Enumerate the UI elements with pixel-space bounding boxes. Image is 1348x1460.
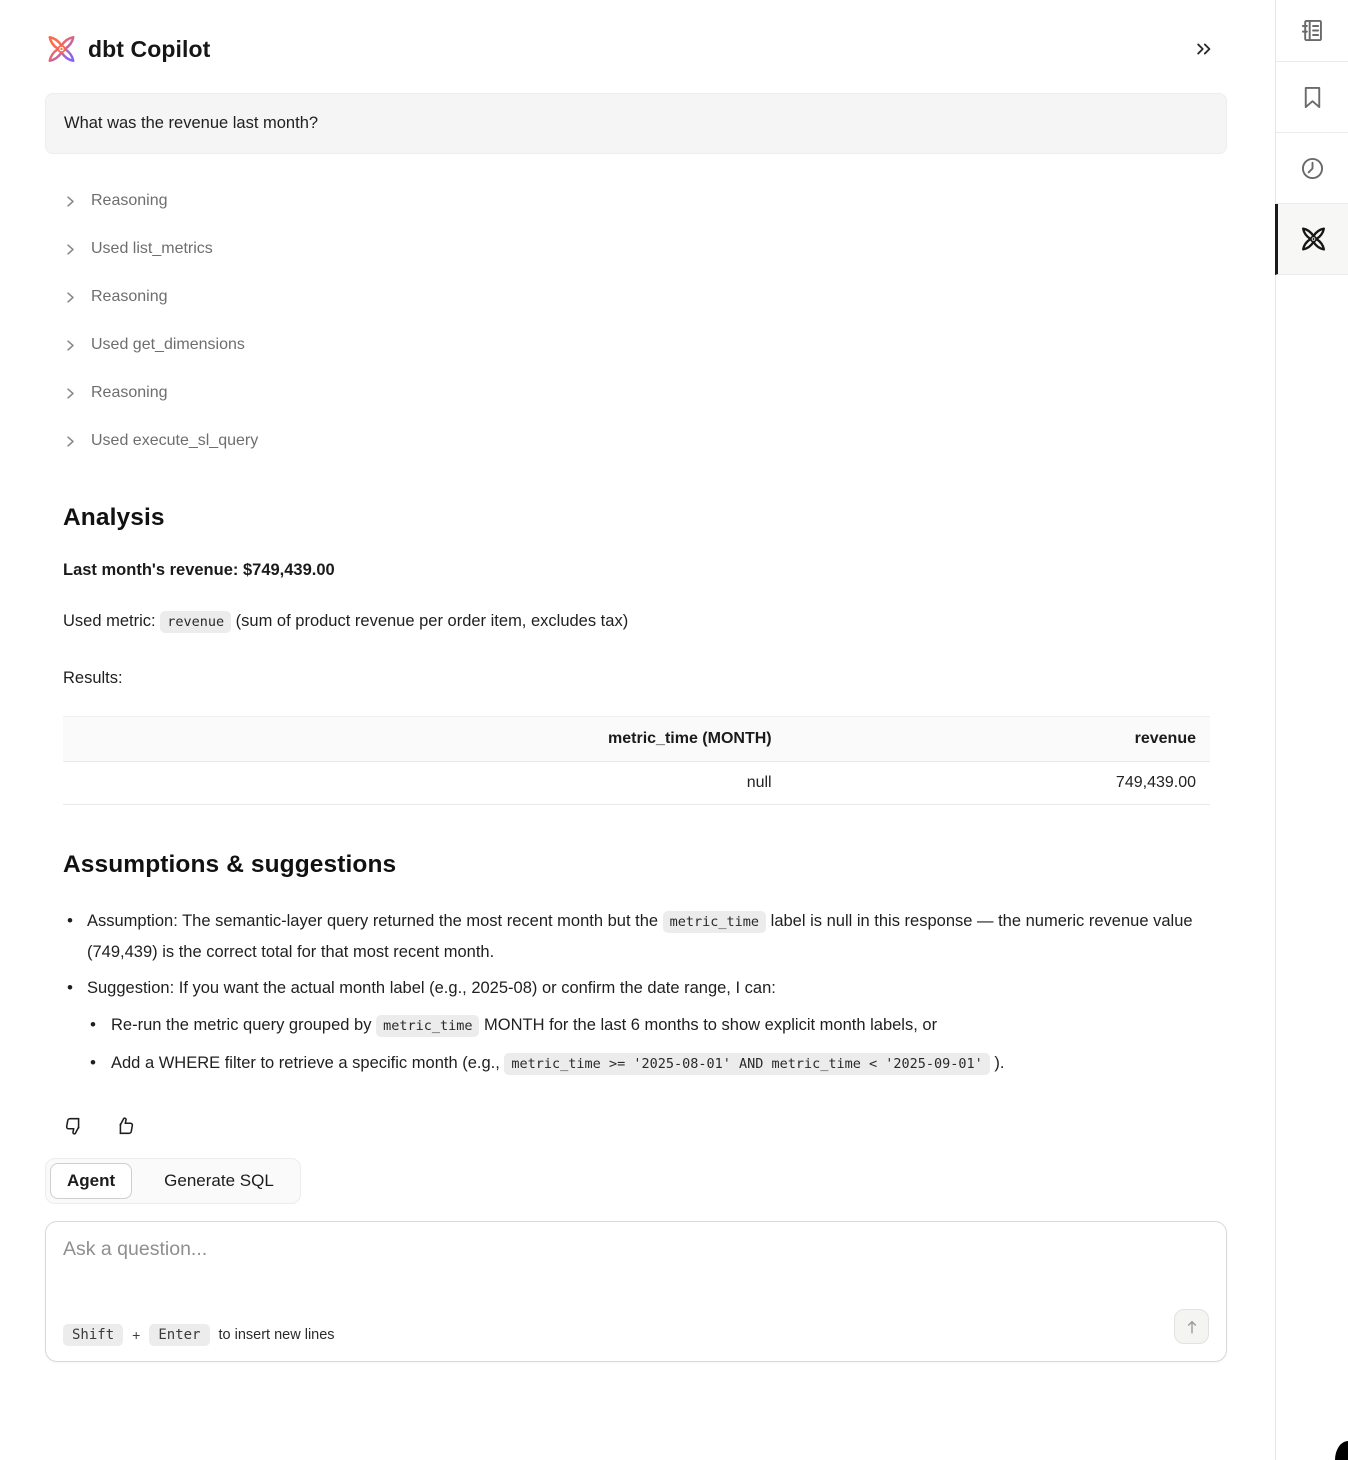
- step-used-get-dimensions[interactable]: [45, 321, 1227, 369]
- metric-time-code-chip: metric_time: [376, 1015, 479, 1037]
- step-used-list-metrics[interactable]: [45, 225, 1227, 273]
- notebook-icon: [1299, 17, 1326, 44]
- dbt-icon: [1299, 225, 1328, 254]
- sub2-text-pre: Add a WHERE filter to retrieve a specific month (e.g.,: [111, 1054, 505, 1072]
- rail-item-bookmarks[interactable]: [1276, 62, 1348, 133]
- chevrons-right-icon: [1194, 39, 1214, 59]
- sub1-text-pre: Re-run the metric query grouped by: [111, 1016, 377, 1034]
- feedback-buttons: [45, 1115, 1227, 1137]
- tab-agent[interactable]: Agent: [50, 1163, 132, 1199]
- assumption-text-post: label is null in this response — the numeric revenue value (749,439) is the correct total for that most recent month.: [87, 912, 1193, 961]
- rail-empty-space: [1276, 275, 1348, 1460]
- results-label: Results:: [63, 669, 123, 687]
- step-reasoning-2[interactable]: [45, 273, 1227, 321]
- rail-item-dbt-copilot[interactable]: [1275, 204, 1348, 275]
- metric-time-code-chip: metric_time: [663, 911, 766, 933]
- assumption-item: [63, 906, 1210, 967]
- column-metric-time: metric_time (MONTH): [63, 717, 786, 762]
- chevron-right-icon: [63, 434, 78, 449]
- step-label: Used list_metrics: [91, 240, 213, 257]
- chevron-right-icon: [63, 386, 78, 401]
- history-clock-icon: [1299, 155, 1326, 182]
- where-filter-code-chip: metric_time >= '2025-08-01' AND metric_time < '2025-09-01': [504, 1053, 989, 1075]
- panel-header: [45, 30, 1227, 68]
- step-label: Used execute_sl_query: [91, 432, 259, 449]
- collapse-panel-button[interactable]: [1189, 34, 1219, 64]
- arrow-up-icon: [1183, 1318, 1201, 1336]
- composer: [45, 1221, 1227, 1362]
- column-revenue: revenue: [786, 717, 1210, 762]
- step-reasoning-3[interactable]: [45, 369, 1227, 417]
- results-table: [63, 716, 1210, 805]
- used-metric-suffix: (sum of product revenue per order item, excludes tax): [231, 612, 629, 630]
- assumptions-heading: Assumptions & suggestions: [63, 851, 397, 878]
- mode-tabs: [45, 1158, 301, 1204]
- thumbs-down-icon: [63, 1115, 85, 1137]
- suggestion-sub-item: [87, 1010, 1210, 1041]
- newline-hint: [63, 1324, 335, 1346]
- revenue-summary: Last month's revenue: $749,439.00: [63, 561, 335, 579]
- plus-sign: +: [132, 1327, 141, 1343]
- bookmark-icon: [1299, 84, 1326, 111]
- step-label: Reasoning: [91, 288, 168, 305]
- step-label: Used get_dimensions: [91, 336, 245, 353]
- cell-metric-time: null: [63, 762, 786, 805]
- thumbs-up-icon: [114, 1115, 136, 1137]
- used-metric-line: [63, 606, 1210, 637]
- table-header-row: [63, 717, 1210, 762]
- user-message: What was the revenue last month?: [45, 93, 1227, 154]
- chevron-right-icon: [63, 242, 78, 257]
- sub2-text-post: ).: [989, 1054, 1005, 1072]
- step-used-execute-sl-query[interactable]: [45, 417, 1227, 465]
- chevron-right-icon: [63, 290, 78, 305]
- page-title: dbt Copilot: [88, 35, 211, 62]
- suggestion-item: [63, 973, 1210, 1079]
- question-input[interactable]: [63, 1238, 1166, 1294]
- sub1-text-post: MONTH for the last 6 months to show explicit month labels, or: [479, 1016, 938, 1034]
- shift-key-label: Shift: [63, 1324, 123, 1346]
- assumptions-list: [63, 906, 1210, 1079]
- cell-revenue: 749,439.00: [786, 762, 1210, 805]
- rail-item-history[interactable]: [1276, 133, 1348, 204]
- step-label: Reasoning: [91, 192, 168, 209]
- metric-code-chip: revenue: [160, 611, 231, 633]
- rail-item-notebook[interactable]: [1276, 0, 1348, 62]
- tab-generate-sql[interactable]: Generate SQL: [164, 1171, 274, 1190]
- hint-text: to insert new lines: [218, 1327, 335, 1343]
- suggestion-sub-item: [87, 1048, 1210, 1079]
- assumption-text-pre: Assumption: The semantic-layer query returned the most recent month but the: [87, 912, 663, 930]
- thumbs-down-button[interactable]: [63, 1115, 85, 1137]
- dbt-logo-icon: [45, 33, 78, 66]
- analysis-heading: Analysis: [63, 504, 165, 531]
- suggestion-sublist: [87, 1010, 1210, 1079]
- used-metric-prefix: Used metric:: [63, 612, 161, 630]
- agent-steps: [45, 177, 1227, 465]
- enter-key-label: Enter: [149, 1324, 209, 1346]
- assistant-response: [63, 504, 1210, 1079]
- right-icon-rail: [1275, 0, 1348, 1460]
- chevron-right-icon: [63, 194, 78, 209]
- step-label: Reasoning: [91, 384, 168, 401]
- table-row: [63, 762, 1210, 805]
- thumbs-up-button[interactable]: [114, 1115, 136, 1137]
- send-button[interactable]: [1174, 1309, 1209, 1344]
- chevron-right-icon: [63, 338, 78, 353]
- suggestion-text: Suggestion: If you want the actual month label (e.g., 2025-08) or confirm the date range, I can:: [87, 979, 776, 997]
- step-reasoning-1[interactable]: [45, 177, 1227, 225]
